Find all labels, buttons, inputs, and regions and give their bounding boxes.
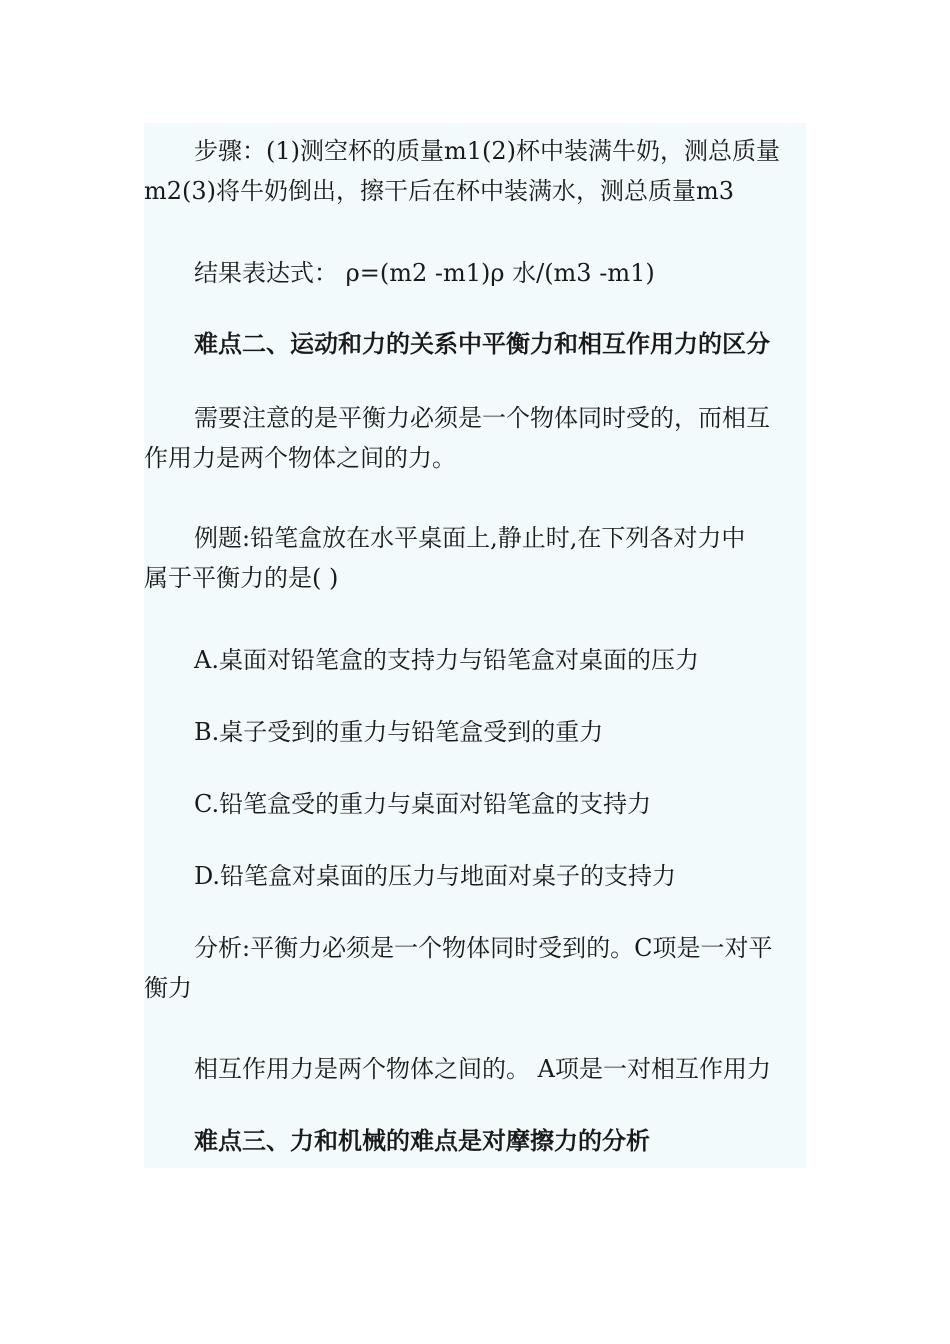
option-d	[144, 856, 806, 896]
paragraph-line: 需要注意的是平衡力必须是一个物体同时受的，而相互	[194, 404, 770, 432]
option-line: B.桌子受到的重力与铅笔盒受到的重力	[194, 718, 604, 746]
option-a	[144, 640, 806, 680]
paragraph-note	[144, 398, 806, 478]
paragraph-line: 属于平衡力的是( )	[144, 564, 339, 592]
paragraph-line: 衡力	[144, 974, 192, 1002]
heading-line: 难点二、运动和力的关系中平衡力和相互作用力的区分	[194, 329, 770, 358]
paragraph-line: m2(3)将牛奶倒出，擦干后在杯中装满水，测总质量m3	[144, 177, 735, 205]
heading-line: 难点三、力和机械的难点是对摩擦力的分析	[194, 1126, 650, 1155]
section-heading-difficulty-3	[144, 1121, 806, 1161]
content-block	[144, 123, 806, 1168]
paragraph-line: 作用力是两个物体之间的力。	[144, 444, 456, 472]
option-line: D.铅笔盒对桌面的压力与地面对桌子的支持力	[194, 862, 677, 890]
paragraph-analysis	[144, 928, 806, 1008]
paragraph-steps	[144, 131, 806, 211]
paragraph-line: 结果表达式： ρ=(m2 -m1)ρ 水/(m3 -m1)	[194, 259, 655, 287]
option-b	[144, 712, 806, 752]
paragraph-line: 例题:铅笔盒放在水平桌面上,静止时,在下列各对力中	[194, 524, 746, 552]
paragraph-result-formula	[144, 253, 806, 293]
paragraph-line: 相互作用力是两个物体之间的。 A项是一对相互作用力	[194, 1055, 771, 1083]
section-heading-difficulty-2	[144, 324, 806, 364]
option-line: C.铅笔盒受的重力与桌面对铅笔盒的支持力	[194, 790, 652, 818]
option-c	[144, 784, 806, 824]
paragraph-line: 步骤：(1)测空杯的质量m1(2)杯中装满牛奶，测总质量	[194, 137, 781, 165]
paragraph-interaction-force	[144, 1049, 806, 1089]
option-line: A.桌面对铅笔盒的支持力与铅笔盒对桌面的压力	[194, 646, 699, 674]
paragraph-line: 分析:平衡力必须是一个物体同时受到的。C项是一对平	[194, 934, 773, 962]
paragraph-example	[144, 518, 806, 598]
